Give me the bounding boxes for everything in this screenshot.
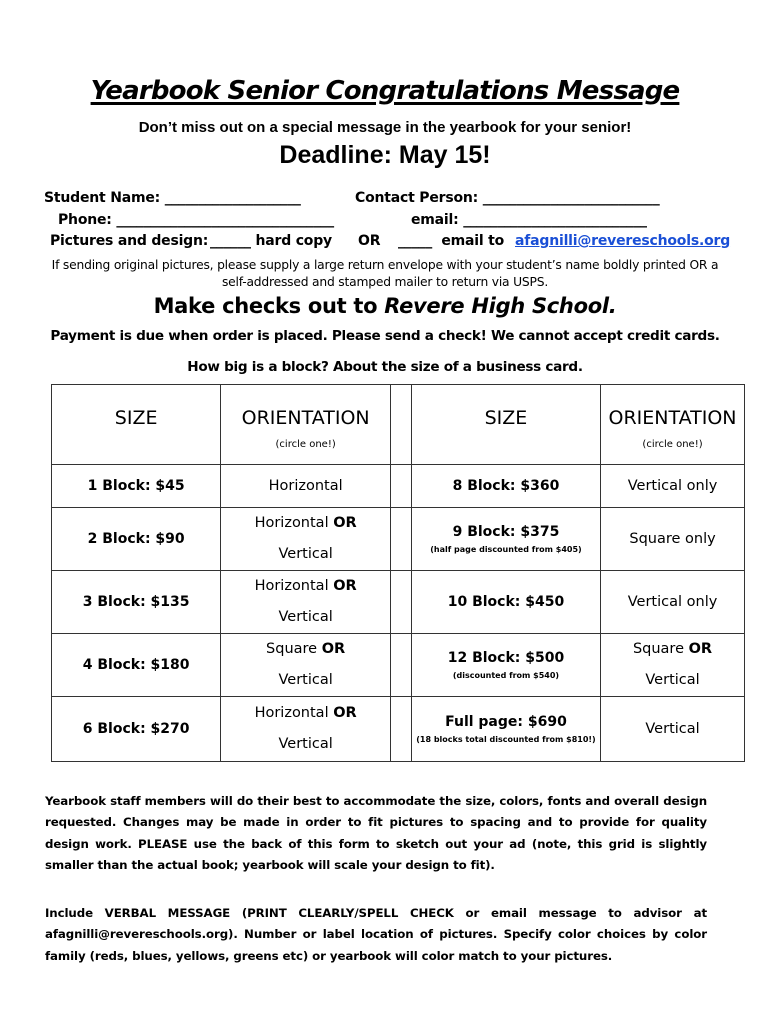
include-message-paragraph: Include VERBAL MESSAGE (PRINT CLEARLY/SPELL CHECK or email message to advisor at afagnilli@revereschools.org). Number or label location of pictures. Specify color choices by color family (reds, blues, yellows, greens etc) or yearbook will color match to your pictures. <box>45 906 707 963</box>
size-option[interactable]: 10 Block: $450 <box>411 571 600 634</box>
table-row <box>52 697 745 762</box>
orientation-option[interactable]: Vertical only <box>601 465 745 508</box>
phone-field[interactable]: Phone: ________________________________ <box>58 212 334 228</box>
pricing-table <box>51 384 745 762</box>
return-envelope-note: If sending original pictures, please supply a large return envelope with your student’s name boldly printed OR a self-addressed and stamped mailer to return via USPS. <box>51 258 719 289</box>
page-subtitle: Don’t miss out on a special message in the yearbook for your senior! <box>138 119 632 136</box>
orientation-header: ORIENTATION (circle one!) <box>221 385 391 465</box>
size-option[interactable]: 6 Block: $270 <box>52 697 221 762</box>
student-name-field[interactable]: Student Name: ____________________ <box>44 190 301 206</box>
orientation-option[interactable]: Square OR Vertical <box>221 634 391 697</box>
staff-paragraph: Yearbook staff members will do their best to accommodate the size, colors, fonts and overall design requested. Changes may be made in order to fit pictures to spacing and to provide for quality design work. PLEASE use the back of this form to sketch out your ad (note, this grid is slightly smaller than the actual book; yearbook will scale your design to fit). <box>45 794 707 872</box>
table-row <box>52 465 745 508</box>
table-row <box>52 571 745 634</box>
size-option[interactable]: 3 Block: $135 <box>52 571 221 634</box>
size-option[interactable]: 4 Block: $180 <box>52 634 221 697</box>
table-row <box>52 634 745 697</box>
orientation-option[interactable]: Horizontal <box>221 465 391 508</box>
table-header-row <box>52 385 745 465</box>
orientation-option[interactable]: Horizontal OR Vertical <box>221 697 391 762</box>
size-header: SIZE <box>52 385 221 465</box>
email-field[interactable]: email: ___________________________ <box>411 212 647 228</box>
size-option[interactable]: 12 Block: $500 (discounted from $540) <box>411 634 600 697</box>
deadline-heading: Deadline: May 15! <box>279 141 491 169</box>
orientation-option[interactable]: Horizontal OR Vertical <box>221 508 391 571</box>
checks-heading <box>0 294 770 318</box>
orientation-option[interactable]: Square only <box>601 508 745 571</box>
size-option[interactable]: Full page: $690 (18 blocks total discounted from $810!) <box>411 697 600 762</box>
size-option[interactable]: 1 Block: $45 <box>52 465 221 508</box>
orientation-header-right: ORIENTATION (circle one!) <box>601 385 745 465</box>
checks-prefix: Make checks out to <box>153 294 378 318</box>
table-divider <box>391 385 412 465</box>
size-option[interactable]: 8 Block: $360 <box>411 465 600 508</box>
school-name: Revere High School. <box>384 294 617 318</box>
orientation-option[interactable]: Square OR Vertical <box>601 634 745 697</box>
advisor-email-link[interactable]: afagnilli@revereschools.org <box>515 233 731 249</box>
contact-person-field[interactable]: Contact Person: __________________________ <box>355 190 660 206</box>
payment-note: Payment is due when order is placed. Please send a check! We cannot accept credit cards. <box>50 328 720 344</box>
pictures-label: Pictures and design: <box>50 233 209 249</box>
block-size-question: How big is a block? About the size of a business card. <box>187 359 583 375</box>
size-header-right: SIZE <box>411 385 600 465</box>
hard-copy-option[interactable]: ______ hard copy <box>210 233 332 249</box>
page-title: Yearbook Senior Congratulations Message <box>90 76 680 106</box>
table-row <box>52 508 745 571</box>
email-option[interactable]: _____ email to <box>398 233 505 249</box>
orientation-option[interactable]: Vertical <box>601 697 745 762</box>
orientation-option[interactable]: Vertical only <box>601 571 745 634</box>
or-label: OR <box>358 233 381 249</box>
orientation-option[interactable]: Horizontal OR Vertical <box>221 571 391 634</box>
size-option[interactable]: 9 Block: $375 (half page discounted from $405) <box>411 508 600 571</box>
size-option[interactable]: 2 Block: $90 <box>52 508 221 571</box>
